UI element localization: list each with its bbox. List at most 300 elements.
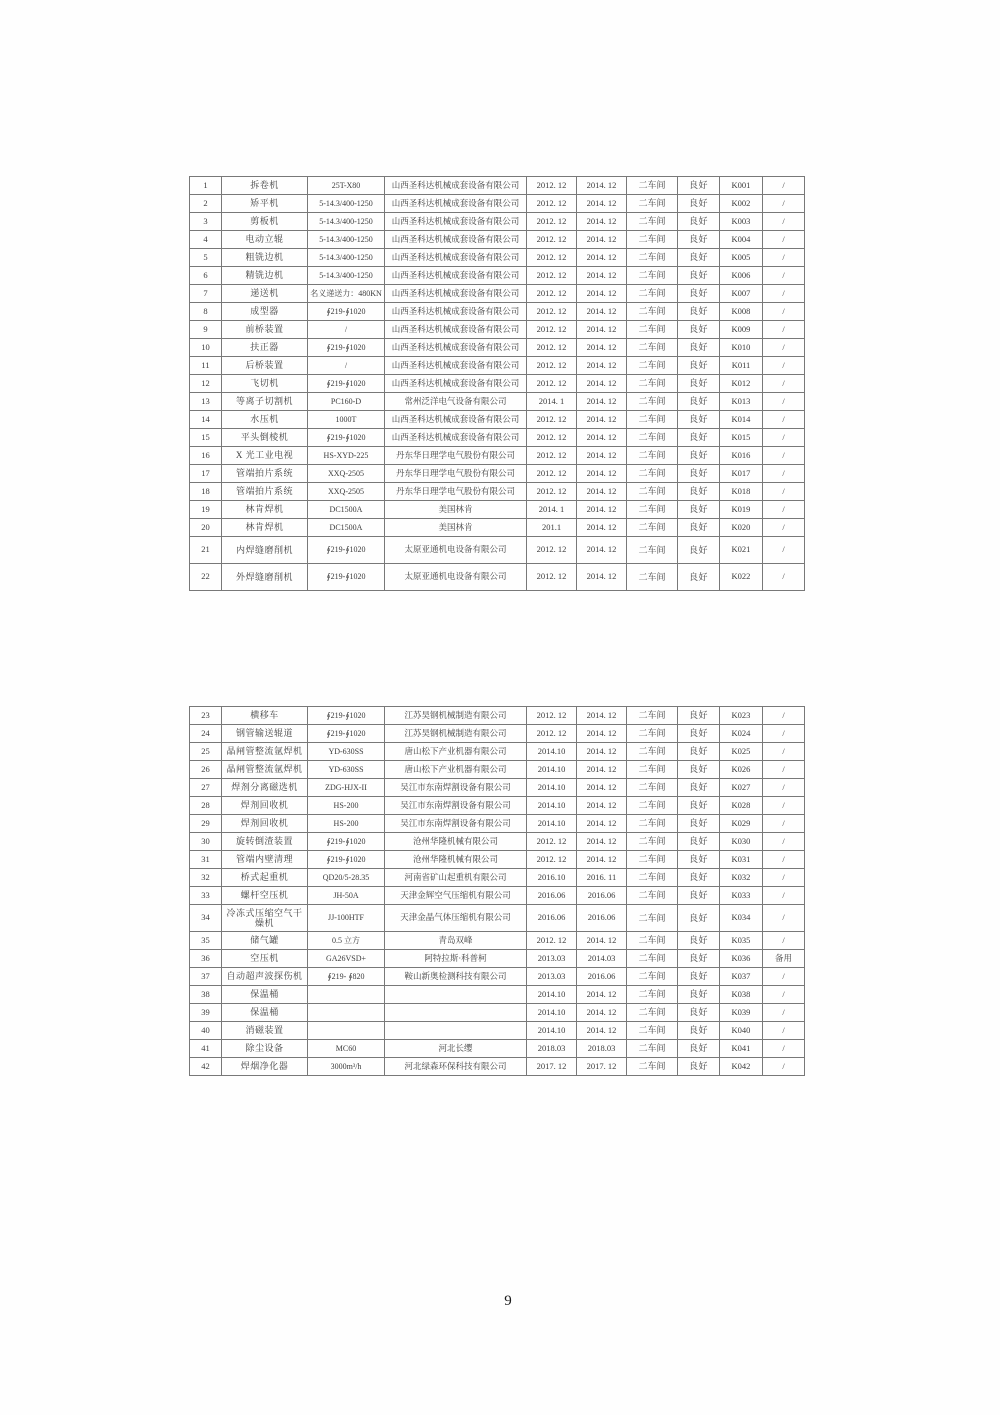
cell-purchase-date: 201.1	[527, 519, 577, 537]
cell-location: 二车间	[627, 779, 678, 797]
cell-model: DC1500A	[308, 501, 385, 519]
cell-no: 2	[190, 195, 222, 213]
cell-purchase-date: 2018.03	[527, 1040, 577, 1058]
cell-remark: /	[763, 851, 805, 869]
cell-location: 二车间	[627, 986, 678, 1004]
cell-no: 6	[190, 267, 222, 285]
equipment-row	[190, 303, 805, 321]
cell-manufacturer: 美国林肯	[385, 519, 527, 537]
cell-purchase-date: 2012. 12	[527, 725, 577, 743]
cell-manufacturer: 吴江市东南焊割设备有限公司	[385, 797, 527, 815]
cell-model: QD20/5-28.35	[308, 869, 385, 887]
cell-status: 良好	[678, 465, 720, 483]
equipment-row	[190, 321, 805, 339]
cell-model: ∮219-∮1020	[308, 707, 385, 725]
equipment-row	[190, 1022, 805, 1040]
cell-code: K009	[720, 321, 763, 339]
cell-manufacturer: 山西圣科达机械成套设备有限公司	[385, 213, 527, 231]
cell-remark: /	[763, 537, 805, 564]
cell-manufacturer	[385, 986, 527, 1004]
cell-purchase-date: 2012. 12	[527, 429, 577, 447]
cell-manufacturer: 河北长缨	[385, 1040, 527, 1058]
equipment-row	[190, 465, 805, 483]
cell-name: 焊剂回收机	[222, 797, 308, 815]
cell-status: 良好	[678, 797, 720, 815]
cell-manufacturer: 唐山松下产业机器有限公司	[385, 743, 527, 761]
cell-remark: /	[763, 932, 805, 950]
cell-manufacturer: 山西圣科达机械成套设备有限公司	[385, 375, 527, 393]
cell-location: 二车间	[627, 339, 678, 357]
cell-purchase-date: 2013.03	[527, 950, 577, 968]
cell-status: 良好	[678, 447, 720, 465]
cell-location: 二车间	[627, 869, 678, 887]
cell-name: 保温桶	[222, 986, 308, 1004]
cell-start-date: 2014. 12	[577, 707, 627, 725]
cell-start-date: 2014. 12	[577, 483, 627, 501]
cell-remark: /	[763, 869, 805, 887]
cell-remark: /	[763, 1022, 805, 1040]
cell-status: 良好	[678, 1058, 720, 1076]
cell-no: 27	[190, 779, 222, 797]
cell-purchase-date: 2012. 12	[527, 932, 577, 950]
cell-location: 二车间	[627, 950, 678, 968]
cell-no: 18	[190, 483, 222, 501]
equipment-row	[190, 833, 805, 851]
cell-start-date: 2014. 12	[577, 177, 627, 195]
cell-purchase-date: 2012. 12	[527, 231, 577, 249]
cell-purchase-date: 2012. 12	[527, 321, 577, 339]
cell-model: YD-630SS	[308, 743, 385, 761]
page-number: 9	[504, 1293, 512, 1309]
cell-no: 4	[190, 231, 222, 249]
cell-manufacturer: 常州泛洋电气设备有限公司	[385, 393, 527, 411]
cell-code: K037	[720, 968, 763, 986]
cell-manufacturer: 丹东华日理学电气股份有限公司	[385, 465, 527, 483]
cell-start-date: 2014. 12	[577, 231, 627, 249]
cell-location: 二车间	[627, 195, 678, 213]
cell-no: 19	[190, 501, 222, 519]
cell-purchase-date: 2012. 12	[527, 483, 577, 501]
cell-code: K017	[720, 465, 763, 483]
equipment-table-rows-1-22	[189, 176, 805, 591]
cell-model: MC60	[308, 1040, 385, 1058]
cell-code: K032	[720, 869, 763, 887]
cell-purchase-date: 2012. 12	[527, 833, 577, 851]
cell-purchase-date: 2016.06	[527, 887, 577, 905]
cell-start-date: 2014. 12	[577, 743, 627, 761]
cell-code: K002	[720, 195, 763, 213]
cell-code: K014	[720, 411, 763, 429]
cell-model: ∮219-∮1020	[308, 725, 385, 743]
cell-model: DC1500A	[308, 519, 385, 537]
cell-model: JH-50A	[308, 887, 385, 905]
cell-purchase-date: 2012. 12	[527, 375, 577, 393]
equipment-row	[190, 851, 805, 869]
cell-start-date: 2014. 12	[577, 519, 627, 537]
cell-start-date: 2014. 12	[577, 797, 627, 815]
cell-model: ∮219- ∮820	[308, 968, 385, 986]
cell-purchase-date: 2014.10	[527, 815, 577, 833]
cell-manufacturer: 太原亚通机电设备有限公司	[385, 564, 527, 591]
cell-status: 良好	[678, 177, 720, 195]
cell-manufacturer: 山西圣科达机械成套设备有限公司	[385, 249, 527, 267]
cell-code: K030	[720, 833, 763, 851]
cell-start-date: 2014. 12	[577, 303, 627, 321]
cell-start-date: 2014. 12	[577, 932, 627, 950]
cell-start-date: 2018.03	[577, 1040, 627, 1058]
cell-name: 桥式起重机	[222, 869, 308, 887]
cell-model: XXQ-2505	[308, 483, 385, 501]
cell-status: 良好	[678, 950, 720, 968]
cell-start-date: 2014. 12	[577, 357, 627, 375]
cell-location: 二车间	[627, 429, 678, 447]
cell-manufacturer: 山西圣科达机械成套设备有限公司	[385, 357, 527, 375]
cell-location: 二车间	[627, 249, 678, 267]
cell-name: 递送机	[222, 285, 308, 303]
cell-no: 42	[190, 1058, 222, 1076]
cell-model: ∮219-∮1020	[308, 537, 385, 564]
cell-purchase-date: 2017. 12	[527, 1058, 577, 1076]
cell-remark: /	[763, 519, 805, 537]
cell-name: 保温桶	[222, 1004, 308, 1022]
cell-manufacturer: 鞍山新奥检测科技有限公司	[385, 968, 527, 986]
cell-manufacturer: 丹东华日理学电气股份有限公司	[385, 447, 527, 465]
cell-location: 二车间	[627, 321, 678, 339]
cell-start-date: 2014. 12	[577, 465, 627, 483]
cell-no: 30	[190, 833, 222, 851]
cell-code: K024	[720, 725, 763, 743]
cell-no: 9	[190, 321, 222, 339]
cell-no: 15	[190, 429, 222, 447]
cell-manufacturer: 吴江市东南焊割设备有限公司	[385, 779, 527, 797]
cell-location: 二车间	[627, 761, 678, 779]
cell-status: 良好	[678, 411, 720, 429]
cell-status: 良好	[678, 1004, 720, 1022]
cell-status: 良好	[678, 339, 720, 357]
cell-purchase-date: 2012. 12	[527, 267, 577, 285]
cell-start-date: 2014. 12	[577, 986, 627, 1004]
cell-remark: /	[763, 725, 805, 743]
cell-model: 5-14.3/400-1250	[308, 267, 385, 285]
cell-start-date: 2014. 12	[577, 213, 627, 231]
equipment-row	[190, 869, 805, 887]
equipment-row	[190, 1058, 805, 1076]
cell-remark: /	[763, 303, 805, 321]
cell-location: 二车间	[627, 465, 678, 483]
cell-name: 扶正器	[222, 339, 308, 357]
cell-location: 二车间	[627, 968, 678, 986]
cell-code: K027	[720, 779, 763, 797]
cell-remark: /	[763, 177, 805, 195]
cell-status: 良好	[678, 968, 720, 986]
cell-start-date: 2014. 12	[577, 321, 627, 339]
cell-purchase-date: 2014.10	[527, 797, 577, 815]
cell-location: 二车间	[627, 815, 678, 833]
cell-name: 剪板机	[222, 213, 308, 231]
cell-start-date: 2014. 12	[577, 393, 627, 411]
cell-manufacturer: 丹东华日理学电气股份有限公司	[385, 483, 527, 501]
cell-location: 二车间	[627, 213, 678, 231]
cell-status: 良好	[678, 483, 720, 501]
cell-manufacturer	[385, 1004, 527, 1022]
cell-remark: /	[763, 501, 805, 519]
cell-manufacturer: 天津金晶气体压缩机有限公司	[385, 905, 527, 932]
cell-location: 二车间	[627, 564, 678, 591]
cell-code: K020	[720, 519, 763, 537]
cell-code: K018	[720, 483, 763, 501]
cell-no: 39	[190, 1004, 222, 1022]
cell-start-date: 2014. 12	[577, 779, 627, 797]
cell-no: 13	[190, 393, 222, 411]
cell-status: 良好	[678, 537, 720, 564]
equipment-row	[190, 357, 805, 375]
cell-model: PC160-D	[308, 393, 385, 411]
cell-manufacturer: 唐山松下产业机器有限公司	[385, 761, 527, 779]
cell-manufacturer: 河南省矿山起重机有限公司	[385, 869, 527, 887]
cell-start-date: 2016.06	[577, 905, 627, 932]
cell-location: 二车间	[627, 797, 678, 815]
cell-code: K013	[720, 393, 763, 411]
cell-remark: /	[763, 429, 805, 447]
cell-code: K023	[720, 707, 763, 725]
cell-model: ∮219-∮1020	[308, 339, 385, 357]
cell-code: K040	[720, 1022, 763, 1040]
cell-model: 5-14.3/400-1250	[308, 231, 385, 249]
cell-model: 1000T	[308, 411, 385, 429]
cell-name: 前桥装置	[222, 321, 308, 339]
cell-no: 23	[190, 707, 222, 725]
cell-no: 36	[190, 950, 222, 968]
cell-location: 二车间	[627, 393, 678, 411]
cell-name: 成型器	[222, 303, 308, 321]
cell-name: 冷冻式压缩空气干燥机	[222, 905, 308, 932]
cell-no: 29	[190, 815, 222, 833]
cell-status: 良好	[678, 519, 720, 537]
cell-model: ZDG-HJX-II	[308, 779, 385, 797]
cell-start-date: 2014. 12	[577, 267, 627, 285]
equipment-row	[190, 1004, 805, 1022]
cell-location: 二车间	[627, 537, 678, 564]
equipment-row	[190, 447, 805, 465]
cell-location: 二车间	[627, 743, 678, 761]
cell-purchase-date: 2016.06	[527, 905, 577, 932]
cell-manufacturer: 山西圣科达机械成套设备有限公司	[385, 339, 527, 357]
equipment-row	[190, 375, 805, 393]
equipment-row	[190, 285, 805, 303]
cell-purchase-date: 2012. 12	[527, 195, 577, 213]
cell-no: 5	[190, 249, 222, 267]
equipment-row	[190, 501, 805, 519]
cell-purchase-date: 2014. 1	[527, 393, 577, 411]
cell-start-date: 2014.03	[577, 950, 627, 968]
cell-purchase-date: 2012. 12	[527, 177, 577, 195]
cell-remark: /	[763, 761, 805, 779]
cell-model: ∮219-∮1020	[308, 375, 385, 393]
cell-location: 二车间	[627, 357, 678, 375]
cell-remark: /	[763, 285, 805, 303]
cell-status: 良好	[678, 905, 720, 932]
cell-no: 41	[190, 1040, 222, 1058]
equipment-row	[190, 743, 805, 761]
cell-remark: /	[763, 986, 805, 1004]
cell-manufacturer: 山西圣科达机械成套设备有限公司	[385, 177, 527, 195]
equipment-row	[190, 195, 805, 213]
cell-manufacturer: 山西圣科达机械成套设备有限公司	[385, 303, 527, 321]
cell-code: K016	[720, 447, 763, 465]
cell-start-date: 2014. 12	[577, 285, 627, 303]
equipment-row	[190, 429, 805, 447]
cell-purchase-date: 2012. 12	[527, 249, 577, 267]
equipment-row	[190, 950, 805, 968]
cell-code: K022	[720, 564, 763, 591]
cell-status: 良好	[678, 501, 720, 519]
cell-purchase-date: 2012. 12	[527, 537, 577, 564]
cell-name: 外焊缝磨削机	[222, 564, 308, 591]
cell-name: 焊烟净化器	[222, 1058, 308, 1076]
equipment-row	[190, 231, 805, 249]
cell-code: K041	[720, 1040, 763, 1058]
cell-code: K001	[720, 177, 763, 195]
cell-code: K033	[720, 887, 763, 905]
cell-model: YD-630SS	[308, 761, 385, 779]
cell-start-date: 2014. 12	[577, 429, 627, 447]
cell-code: K028	[720, 797, 763, 815]
cell-code: K042	[720, 1058, 763, 1076]
cell-start-date: 2014. 12	[577, 537, 627, 564]
cell-code: K003	[720, 213, 763, 231]
cell-name: 林肯焊机	[222, 519, 308, 537]
cell-model: 3000m³/h	[308, 1058, 385, 1076]
cell-code: K034	[720, 905, 763, 932]
cell-status: 良好	[678, 986, 720, 1004]
cell-no: 10	[190, 339, 222, 357]
cell-model: ∮219-∮1020	[308, 851, 385, 869]
equipment-row	[190, 968, 805, 986]
cell-code: K007	[720, 285, 763, 303]
cell-manufacturer: 山西圣科达机械成套设备有限公司	[385, 321, 527, 339]
cell-code: K036	[720, 950, 763, 968]
cell-status: 良好	[678, 393, 720, 411]
cell-no: 14	[190, 411, 222, 429]
cell-name: 水压机	[222, 411, 308, 429]
cell-code: K004	[720, 231, 763, 249]
cell-name: 精铣边机	[222, 267, 308, 285]
equipment-row	[190, 249, 805, 267]
cell-no: 26	[190, 761, 222, 779]
cell-start-date: 2014. 12	[577, 501, 627, 519]
cell-no: 32	[190, 869, 222, 887]
cell-remark: /	[763, 833, 805, 851]
cell-remark: /	[763, 339, 805, 357]
cell-name: X 光工业电视	[222, 447, 308, 465]
cell-purchase-date: 2012. 12	[527, 213, 577, 231]
cell-model: JJ-100HTF	[308, 905, 385, 932]
cell-model: 0.5 立方	[308, 932, 385, 950]
cell-remark: /	[763, 357, 805, 375]
cell-location: 二车间	[627, 725, 678, 743]
cell-manufacturer: 美国林肯	[385, 501, 527, 519]
cell-start-date: 2014. 12	[577, 564, 627, 591]
cell-remark: /	[763, 743, 805, 761]
cell-purchase-date: 2012. 12	[527, 851, 577, 869]
cell-model: HS-200	[308, 797, 385, 815]
cell-manufacturer: 河北绿森环保科技有限公司	[385, 1058, 527, 1076]
cell-model	[308, 986, 385, 1004]
cell-status: 良好	[678, 231, 720, 249]
cell-name: 晶闸管整流氩焊机	[222, 761, 308, 779]
cell-status: 良好	[678, 851, 720, 869]
equipment-row	[190, 797, 805, 815]
cell-code: K015	[720, 429, 763, 447]
cell-purchase-date: 2014.10	[527, 779, 577, 797]
cell-remark: /	[763, 465, 805, 483]
cell-status: 良好	[678, 869, 720, 887]
cell-status: 良好	[678, 564, 720, 591]
cell-status: 良好	[678, 249, 720, 267]
cell-status: 良好	[678, 285, 720, 303]
cell-status: 良好	[678, 429, 720, 447]
cell-purchase-date: 2012. 12	[527, 357, 577, 375]
cell-manufacturer: 阿特拉斯·科普柯	[385, 950, 527, 968]
cell-model	[308, 1022, 385, 1040]
cell-code: K012	[720, 375, 763, 393]
cell-status: 良好	[678, 779, 720, 797]
equipment-row	[190, 725, 805, 743]
cell-status: 良好	[678, 887, 720, 905]
cell-status: 良好	[678, 932, 720, 950]
cell-location: 二车间	[627, 447, 678, 465]
equipment-row	[190, 932, 805, 950]
cell-manufacturer: 山西圣科达机械成套设备有限公司	[385, 267, 527, 285]
cell-remark: /	[763, 779, 805, 797]
cell-code: K006	[720, 267, 763, 285]
cell-model: ∮219-∮1020	[308, 833, 385, 851]
cell-code: K025	[720, 743, 763, 761]
cell-start-date: 2014. 12	[577, 1022, 627, 1040]
cell-remark: 备用	[763, 950, 805, 968]
cell-remark: /	[763, 393, 805, 411]
cell-model: ∮219-∮1020	[308, 303, 385, 321]
cell-model: 5-14.3/400-1250	[308, 195, 385, 213]
cell-status: 良好	[678, 195, 720, 213]
cell-purchase-date: 2012. 12	[527, 447, 577, 465]
cell-model: 5-14.3/400-1250	[308, 249, 385, 267]
cell-manufacturer: 太原亚通机电设备有限公司	[385, 537, 527, 564]
cell-no: 11	[190, 357, 222, 375]
cell-status: 良好	[678, 213, 720, 231]
cell-model: HS-200	[308, 815, 385, 833]
cell-name: 飞切机	[222, 375, 308, 393]
cell-code: K011	[720, 357, 763, 375]
cell-location: 二车间	[627, 1040, 678, 1058]
cell-manufacturer: 山西圣科达机械成套设备有限公司	[385, 231, 527, 249]
cell-no: 3	[190, 213, 222, 231]
cell-remark: /	[763, 564, 805, 591]
equipment-row	[190, 905, 805, 932]
equipment-row	[190, 177, 805, 195]
cell-location: 二车间	[627, 887, 678, 905]
cell-start-date: 2014. 12	[577, 375, 627, 393]
cell-purchase-date: 2012. 12	[527, 465, 577, 483]
cell-no: 34	[190, 905, 222, 932]
cell-remark: /	[763, 968, 805, 986]
equipment-table-rows-23-42	[189, 706, 805, 1076]
cell-location: 二车间	[627, 411, 678, 429]
cell-purchase-date: 2012. 12	[527, 564, 577, 591]
cell-remark: /	[763, 1040, 805, 1058]
cell-no: 35	[190, 932, 222, 950]
cell-start-date: 2014. 12	[577, 447, 627, 465]
